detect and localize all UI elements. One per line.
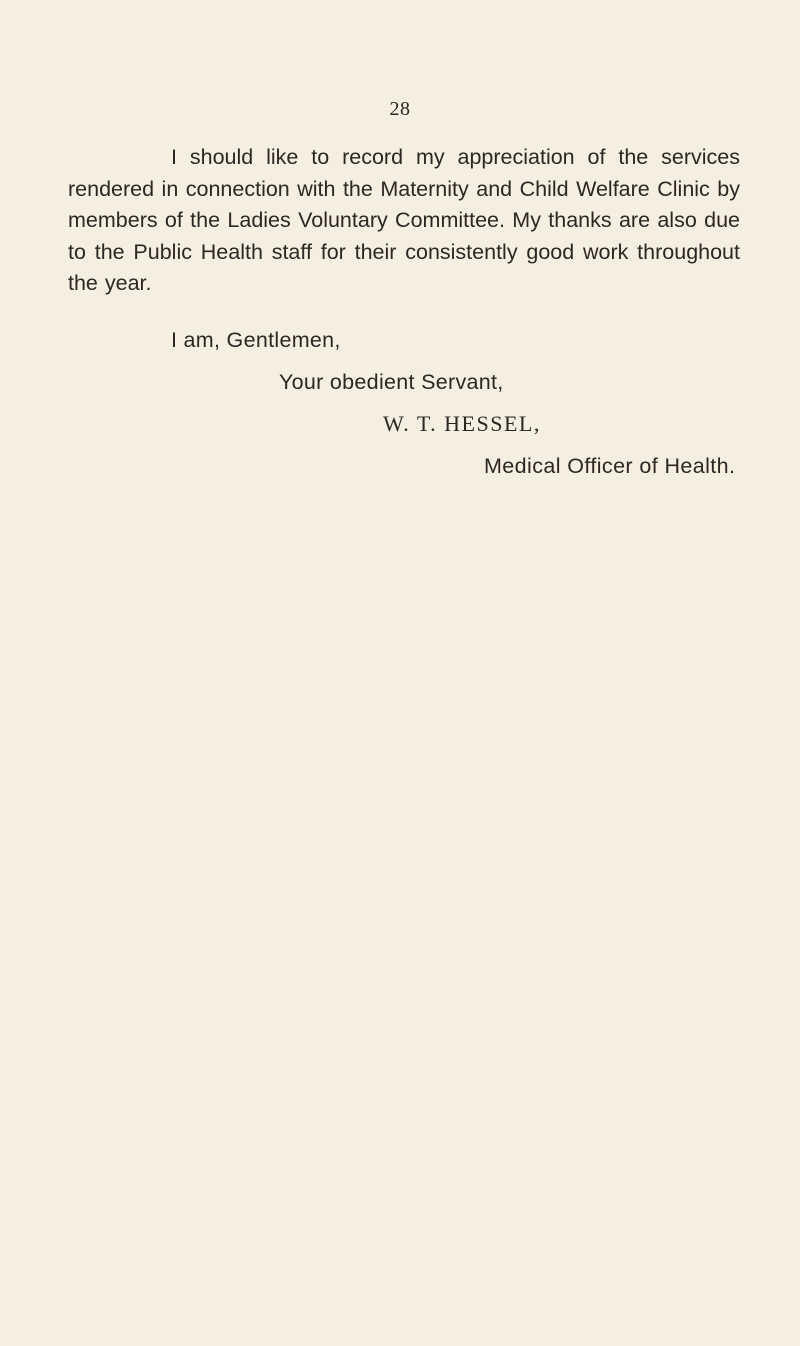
signatory-title: Medical Officer of Health. xyxy=(484,454,736,478)
signatory-name: W. T. HESSEL, xyxy=(383,411,541,436)
page-number: 28 xyxy=(389,98,411,120)
closing-salutation: I am, Gentlemen, xyxy=(171,328,341,352)
body-paragraph: I should like to record my appreciation of the services rendered in connection with the Maternity and Child Welfare Clinic by members of the Ladies Voluntary Committee. My thanks are also due to the Public Health staff for their consistently good work throughout the year. xyxy=(68,145,740,295)
closing-valediction: Your obedient Servant, xyxy=(279,370,504,394)
